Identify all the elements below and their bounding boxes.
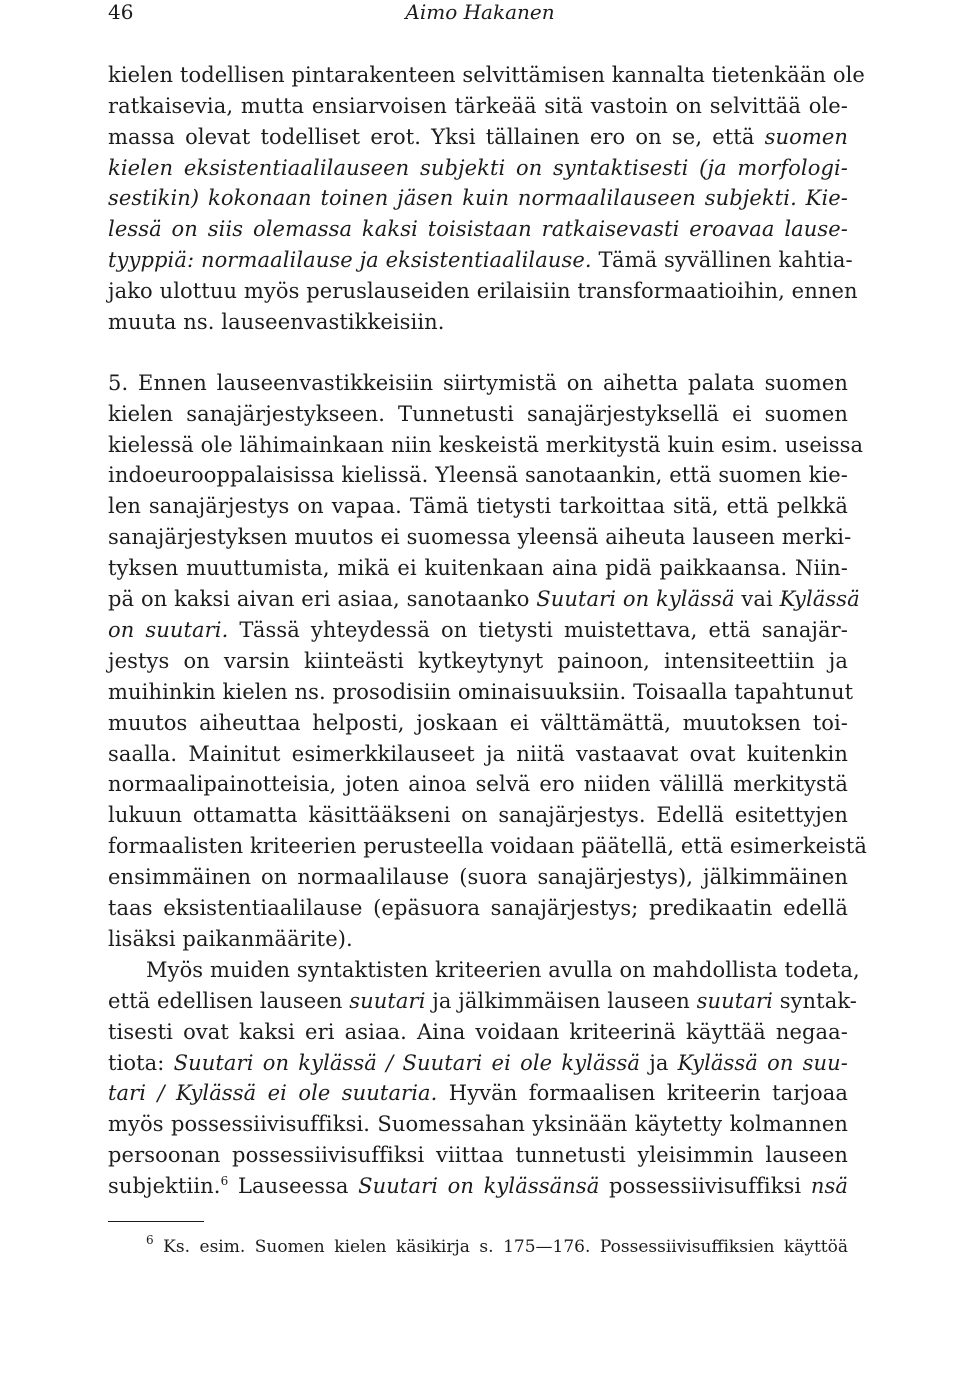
text-line: lisäksi paikanmäärite). xyxy=(108,927,353,951)
text-line: len sanajärjestys on vapaa. Tämä tietysti tarkoittaa sitä, että pelkkä xyxy=(108,494,848,518)
text-span: massa olevat todelliset erot. Yksi tällainen ero on se, että xyxy=(108,125,755,149)
footnote-number: 6 xyxy=(146,1233,154,1247)
text-line xyxy=(108,1047,848,1079)
footnote-marker: 6 xyxy=(220,1174,229,1188)
text-line: formaalisten kriteerien perusteella voidaan päätellä, että esimerkeistä xyxy=(108,834,868,858)
text-line: myös possessiivisuffiksi. Suomessahan yksinään käytetty kolmannen xyxy=(108,1112,848,1136)
text-span: vai xyxy=(741,587,773,611)
text-line xyxy=(108,614,848,646)
text-line: sanajärjestyksen muutos ei suomessa yleensä aiheuta lauseen merki- xyxy=(108,525,852,549)
emphasis: suutari xyxy=(349,989,426,1013)
text-line xyxy=(108,985,857,1017)
text-line: ratkaisevia, mutta ensiarvoisen tärkeää sitä vastoin on selvittää ole- xyxy=(108,94,848,118)
text-line: persoonan possessiivisuffiksi viittaa tunnetusti yleisimmin lauseen xyxy=(108,1143,848,1167)
text-line: tisesti ovat kaksi eri asiaa. Aina voidaan kriteerinä käyttää negaa- xyxy=(108,1020,848,1044)
text-line xyxy=(108,244,853,276)
emphasis: suomen xyxy=(764,125,848,149)
emphasis: suutari xyxy=(696,989,773,1013)
text-line: 5. Ennen lauseenvastikkeisiin siirtymistä on aihetta palata suomen xyxy=(108,371,848,395)
text-line: kielessä ole lähimainkaan niin keskeistä merkitystä kuin esim. useissa xyxy=(108,433,864,457)
emphasis: nsä xyxy=(810,1174,848,1198)
text-line xyxy=(108,583,860,615)
text-line: taas eksistentiaalilause (epäsuora sanajärjestys; predikaatin edellä xyxy=(108,896,848,920)
text-line: ensimmäinen on normaalilause (suora sanajärjestys), jälkimmäinen xyxy=(108,865,848,889)
text-span: tiota: xyxy=(108,1051,165,1075)
text-line: sestikin) kokonaan toinen jäsen kuin normaalilauseen subjekti. Kie- xyxy=(108,186,848,210)
text-line: normaalipainotteisia, joten ainoa selvä ero niiden välillä merkitystä xyxy=(108,772,848,796)
emphasis: on suutari. xyxy=(108,618,229,642)
footnote xyxy=(146,1233,848,1261)
text-line: lessä on siis olemassa kaksi toisistaan ratkaisevasti eroavaa lause- xyxy=(108,217,848,241)
text-line: Myös muiden syntaktisten kriteerien avulla on mahdollista todeta, xyxy=(146,958,860,982)
text-line: jako ulottuu myös peruslauseiden erilaisiin transformaatioihin, ennen xyxy=(108,279,858,303)
footnote-divider xyxy=(108,1221,204,1222)
text-line: muutos aiheuttaa helposti, joskaan ei välttämättä, muutoksen toi- xyxy=(108,711,848,735)
text-line xyxy=(108,1077,848,1109)
running-head: Aimo Hakanen xyxy=(405,0,555,24)
emphasis: Suutari on kylässänsä xyxy=(358,1174,600,1198)
emphasis: Kylässä on suu- xyxy=(677,1051,848,1075)
text-line: muuta ns. lauseenvastikkeisiin. xyxy=(108,310,445,334)
text-line: saalla. Mainitut esimerkkilauseet ja niitä vastaavat ovat kuitenkin xyxy=(108,742,848,766)
text-line xyxy=(108,1170,848,1202)
text-line: kielen sanajärjestykseen. Tunnetusti sanajärjestyksellä ei suomen xyxy=(108,402,848,426)
emphasis: tari / Kylässä ei ole suutaria. xyxy=(108,1081,438,1105)
text-span: Tämä syvällinen kahtia- xyxy=(598,248,853,272)
text-span: subjektiin. xyxy=(108,1174,221,1198)
text-span: Lauseessa xyxy=(237,1174,349,1198)
text-line: muihinkin kielen ns. prosodisiin ominaisuuksiin. Toisaalla tapahtunut xyxy=(108,680,854,704)
text-span: pä on kaksi aivan eri asiaa, sanotaanko xyxy=(108,587,530,611)
text-span: ja xyxy=(649,1051,669,1075)
text-line: jestys on varsin kiinteästi kytkeytynyt painoon, intensiteettiin ja xyxy=(108,649,848,673)
text-span: ja jälkimmäisen lauseen xyxy=(432,989,690,1013)
text-line: kielen eksistentiaalilauseen subjekti on syntaktisesti (ja morfologi- xyxy=(108,156,848,180)
text-line: tyksen muuttumista, mikä ei kuitenkaan aina pidä paikkaansa. Niin- xyxy=(108,556,848,580)
page-number: 46 xyxy=(108,0,134,24)
text-span: Hyvän formaalisen kriteerin tarjoaa xyxy=(448,1081,848,1105)
text-line: indoeurooppalaisissa kielissä. Yleensä sanotaankin, että suomen kie- xyxy=(108,463,848,487)
text-span: Tässä yhteydessä on tietysti muistettava, että sanajär- xyxy=(239,618,849,642)
emphasis: Kylässä xyxy=(779,587,860,611)
emphasis: Suutari on kylässä xyxy=(536,587,735,611)
text-span: että edellisen lauseen xyxy=(108,989,343,1013)
text-span: possessiivisuffiksi xyxy=(608,1174,802,1198)
text-span: syntak- xyxy=(779,989,857,1013)
text-line xyxy=(108,121,848,153)
emphasis: tyyppiä: normaalilause ja eksistentiaalilause. xyxy=(108,248,592,272)
text-line: lukuun ottamatta käsittääkseni on sanajärjestys. Edellä esitettyjen xyxy=(108,803,848,827)
emphasis: Suutari on kylässä / Suutari ei ole kylässä xyxy=(173,1051,640,1075)
text-line: kielen todellisen pintarakenteen selvittämisen kannalta tietenkään ole xyxy=(108,63,865,87)
footnote-text: Ks. esim. Suomen kielen käsikirja s. 175—176. Possessiivisuffiksien käyttöä xyxy=(163,1237,848,1257)
